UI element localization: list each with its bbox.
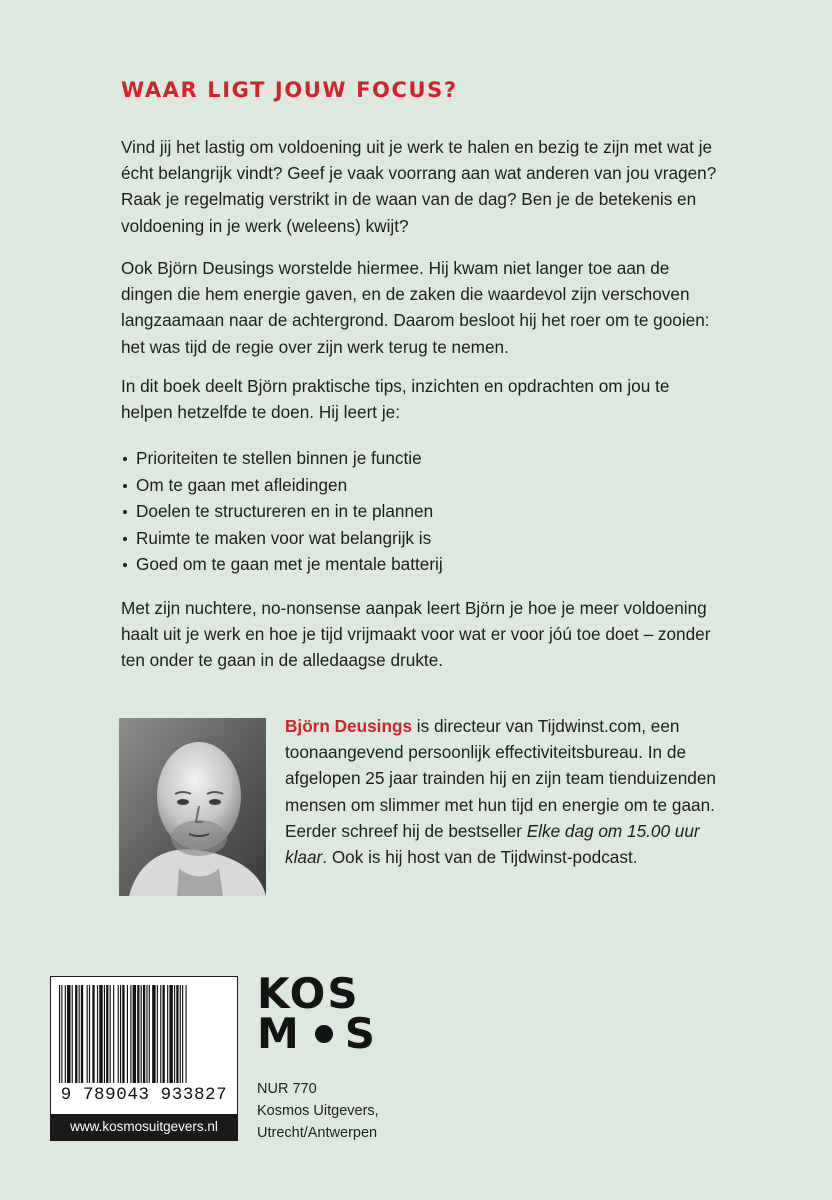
barcode-bar (182, 985, 183, 1083)
barcode-bar (65, 985, 66, 1083)
barcode-bar (149, 985, 150, 1083)
list-item: Om te gaan met afleidingen (121, 472, 721, 499)
logo-text-s: S (344, 1009, 378, 1058)
publisher-imprint (257, 1078, 379, 1144)
list-item: Doelen te structureren en in te plannen (121, 498, 721, 525)
barcode-bar (133, 985, 136, 1083)
barcode-bar (146, 985, 147, 1083)
barcode-bar (79, 985, 80, 1083)
nur-code: NUR 770 (257, 1081, 317, 1097)
learning-points-list (121, 445, 721, 578)
barcode-bar (118, 985, 119, 1083)
barcode-bar (143, 985, 145, 1083)
barcode-bar (59, 985, 60, 1083)
logo-dot-icon (315, 1025, 333, 1043)
barcode-bar (120, 985, 121, 1083)
bestseller-title: Elke dag om 15.00 uur klaar (285, 820, 700, 868)
barcode-bar (174, 985, 175, 1083)
barcode-bar (99, 985, 102, 1083)
barcode-bar (169, 985, 172, 1083)
intro-paragraph: Vind jij het lastig om voldoening uit je werk te halen en bezig te zijn met wat je écht belangrijk vindt? Geef je vaak voorrang aan wat anderen van jou vragen? Raak je regelmatig verstrikt in de waan van de dag? Ben je de betekenis en voldoening in je werk (weleens) kwijt? (121, 137, 717, 236)
barcode-bar (75, 985, 77, 1083)
barcode-bar (160, 985, 161, 1083)
author-photo (119, 718, 266, 896)
list-item: Ruimte te maken voor wat belangrijk is (121, 525, 721, 552)
kosmos-logo (257, 969, 378, 1058)
closing-paragraph: Met zijn nuchtere, no-nonsense aanpak leert Björn je hoe je meer voldoening haalt uit je werk en hoe je tijd vrijmaakt voor wat er voor jóú toe doet – zonder ten onder te gaan in de alledaagse drukte. (121, 598, 711, 671)
publisher-name: Kosmos Uitgevers, (257, 1103, 379, 1119)
list-item: Goed om te gaan met je mentale batterij (121, 551, 721, 578)
back-cover-heading: WAAR LIGT JOUW FOCUS? (121, 78, 458, 102)
story-paragraph: Ook Björn Deusings worstelde hiermee. Hij kwam niet langer toe aan de dingen die hem energie gaven, en de zaken die waardevol zijn verschoven langzaamaan naar de achtergrond. Daarom besloot hij het roer om te gooien: het was tijd de regie over zijn werk terug te nemen. (121, 258, 710, 357)
barcode-bar (81, 985, 83, 1083)
isbn-number: 9 789043 933827 (60, 1085, 228, 1105)
barcode-bar (89, 985, 90, 1083)
list-item: Prioriteiten te stellen binnen je functie (121, 445, 721, 472)
bio-text: is directeur van Tijdwinst.com, een toonaangevend persoonlijk effectiviteitsbureau. In de afgelopen 25 jaar trainden hij en zijn team tienduizenden mensen om slimmer met hun tijd en energie om te gaan. Eerder schreef hij de bestseller (285, 716, 716, 841)
barcode-bar (104, 985, 105, 1083)
barcode-bar (186, 985, 187, 1083)
isbn-barcode-box (50, 976, 238, 1141)
barcode-bar (152, 985, 155, 1083)
barcode-bar (130, 985, 131, 1083)
barcode-bar (176, 985, 178, 1083)
author-name: Björn Deusings (285, 716, 413, 736)
lead-in-paragraph: In dit boek deelt Björn praktische tips, inzichten en opdrachten om jou te helpen hetzelfde te doen. Hij leert je: (121, 376, 670, 423)
barcode-bar (87, 985, 88, 1083)
barcode-bar (137, 985, 139, 1083)
barcode-bar (72, 985, 73, 1083)
barcode-bar (97, 985, 98, 1083)
publisher-url: www.kosmosuitgevers.nl (51, 1114, 237, 1140)
publisher-location: Utrecht/Antwerpen (257, 1125, 378, 1141)
barcode-bar (180, 985, 181, 1083)
bio-text-end: . Ook is hij host van de Tijdwinst-podcast. (322, 847, 638, 868)
barcode-bar (157, 985, 158, 1083)
barcode-bar (106, 985, 108, 1083)
barcode-bar (127, 985, 128, 1083)
barcode-bar (110, 985, 111, 1083)
barcode-bar (122, 985, 124, 1083)
barcode-bar (113, 985, 114, 1083)
barcode-bar (167, 985, 168, 1083)
author-bio (285, 713, 725, 870)
barcode-bar (163, 985, 165, 1083)
barcode-bar (61, 985, 62, 1083)
barcode-bar (141, 985, 142, 1083)
logo-text-top: KOS (257, 969, 360, 1018)
barcode-bar (92, 985, 94, 1083)
barcode-image (57, 985, 232, 1083)
logo-text-m: M (257, 1009, 301, 1058)
barcode-bar (67, 985, 70, 1083)
